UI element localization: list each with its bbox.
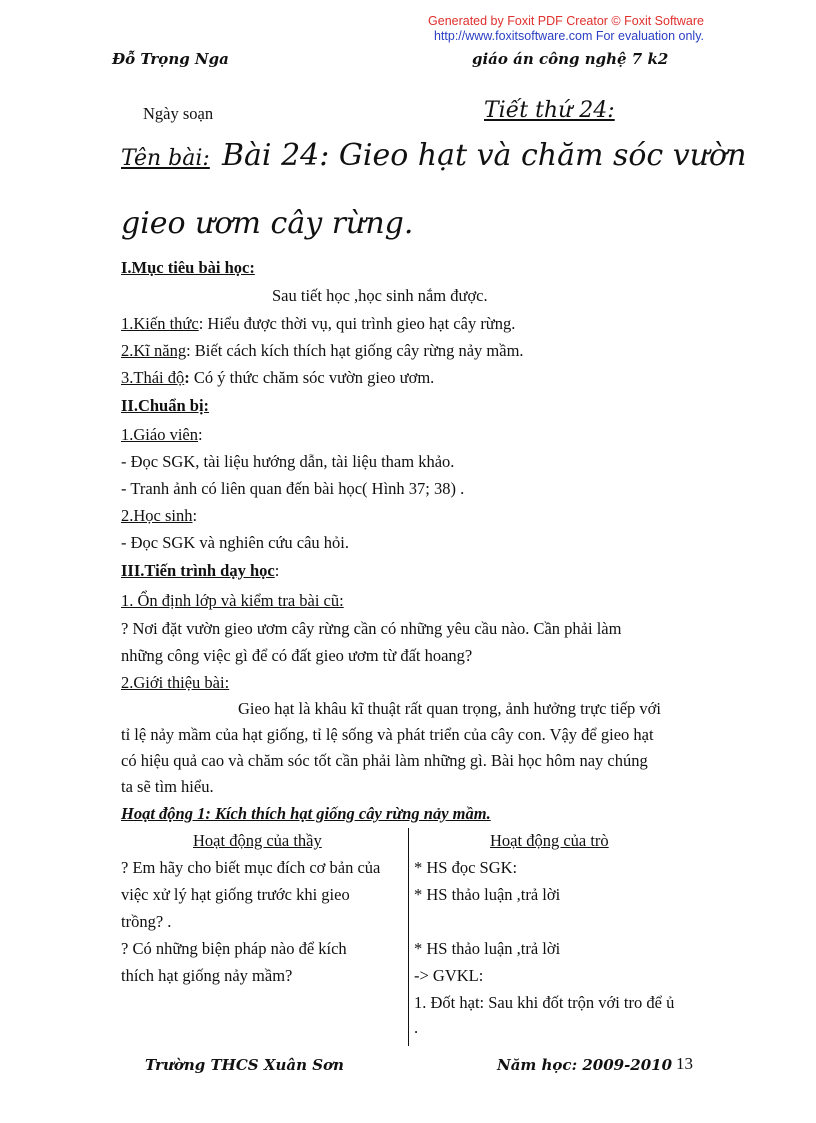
activity1-heading: Hoạt động 1: Kích thích hạt giống cây rừng nảy mầm. [121, 804, 491, 823]
footer-school: Trường THCS Xuân Sơn [145, 1056, 344, 1074]
knowledge-label: 1.Kiến thức [121, 314, 199, 333]
watermark-line-2[interactable]: http://www.foxitsoftware.com For evaluation only. [433, 29, 704, 43]
step1-line-2: những công việc gì để có đất gieo ươm từ đất hoang? [121, 646, 473, 665]
attitude-text: Có ý thức chăm sóc vườn gieo ươm. [189, 368, 435, 387]
teacher-prep-item-2: - Tranh ảnh có liên quan đến bài học( Hình 37; 38) . [121, 479, 465, 498]
header-author: Đỗ Trọng Nga [112, 50, 229, 68]
section3-heading-colon: : [274, 561, 280, 580]
teacher-cell-line-4: ? Có những biện pháp nào để kích [121, 939, 347, 958]
student-prep-colon: : [192, 506, 198, 525]
section3-heading: III.Tiến trình dạy học [121, 561, 275, 580]
skill-line [121, 341, 524, 361]
step1-line-1: ? Nơi đặt vườn gieo ươm cây rừng cần có những yêu cầu nào. Cần phải làm [121, 619, 622, 638]
lesson-number: Tiết thứ 24: [484, 98, 615, 123]
student-cell-line-3: * HS thảo luận ,trả lời [414, 939, 561, 958]
student-prep-line [121, 506, 197, 526]
section1-intro: Sau tiết học ,học sinh nắm được. [272, 286, 488, 305]
student-cell-line-5: 1. Đốt hạt: Sau khi đốt trộn với tro để ủ [414, 993, 675, 1012]
knowledge-line [121, 314, 515, 334]
section1-heading: I.Mục tiêu bài học: [121, 258, 255, 277]
title-line-1: Bài 24: Gieo hạt và chăm sóc vườn [222, 138, 747, 173]
table-header-teacher: Hoạt động của thầy [193, 831, 322, 850]
header-subject: giáo án công nghệ 7 k2 [472, 50, 669, 68]
title-line-2: gieo ươm cây rừng. [121, 206, 414, 241]
table-column-divider [408, 828, 409, 1046]
teacher-prep-label: 1.Giáo viên [121, 425, 198, 444]
teacher-cell-line-3: trồng? . [121, 912, 172, 931]
teacher-cell-line-2: việc xử lý hạt giống trước khi gieo [121, 885, 350, 904]
student-cell-line-4: -> GVKL: [414, 966, 484, 985]
step2-line-1: Gieo hạt là khâu kĩ thuật rất quan trọng, ảnh hưởng trực tiếp với [238, 699, 661, 718]
student-cell-line-1: * HS đọc SGK: [414, 858, 518, 877]
teacher-cell-line-5: thích hạt giống nảy mầm? [121, 966, 293, 985]
teacher-prep-colon: : [197, 425, 203, 444]
skill-text: : Biết cách kích thích hạt giống cây rừng nảy mầm. [186, 341, 524, 360]
section3-heading-line [121, 561, 279, 581]
student-prep-item-1: - Đọc SGK và nghiên cứu câu hỏi. [121, 533, 349, 552]
date-label: Ngày soạn [143, 104, 214, 123]
teacher-prep-line [121, 425, 203, 445]
student-cell-line-2: * HS thảo luận ,trả lời [414, 885, 561, 904]
watermark [428, 14, 704, 44]
footer-year: Năm học: 2009-2010 [497, 1056, 673, 1074]
knowledge-text: : Hiểu được thời vụ, qui trình gieo hạt cây rừng. [198, 314, 516, 333]
watermark-line-1: Generated by Foxit PDF Creator © Foxit Software [428, 14, 704, 28]
step2-line-4: ta sẽ tìm hiểu. [121, 777, 214, 796]
step2-line-2: tỉ lệ nảy mầm của hạt giống, tỉ lệ sống và phát triển của cây con. Vậy để gieo hạt [121, 725, 654, 744]
attitude-label: 3.Thái độ [121, 368, 185, 387]
skill-label: 2.Kĩ năng [121, 341, 187, 360]
student-prep-label: 2.Học sinh [121, 506, 193, 525]
teacher-prep-item-1: - Đọc SGK, tài liệu hướng dẫn, tài liệu tham khảo. [121, 452, 455, 471]
step1-label: 1. Ổn định lớp và kiểm tra bài cũ: [121, 591, 344, 610]
table-header-student: Hoạt động của trò [490, 831, 609, 850]
step2-line-3: có hiệu quả cao và chăm sóc tốt cần phải làm những gì. Bài học hôm nay chúng [121, 751, 648, 770]
title-label: Tên bài: [121, 146, 210, 171]
step2-label: 2.Giới thiệu bài: [121, 673, 230, 692]
student-cell-line-6: . [414, 1018, 419, 1037]
attitude-line [121, 368, 434, 388]
attitude-colon: : [184, 368, 190, 387]
page-number: 13 [676, 1054, 693, 1073]
section2-heading: II.Chuẩn bị: [121, 396, 210, 415]
teacher-cell-line-1: ? Em hãy cho biết mục đích cơ bản của [121, 858, 381, 877]
